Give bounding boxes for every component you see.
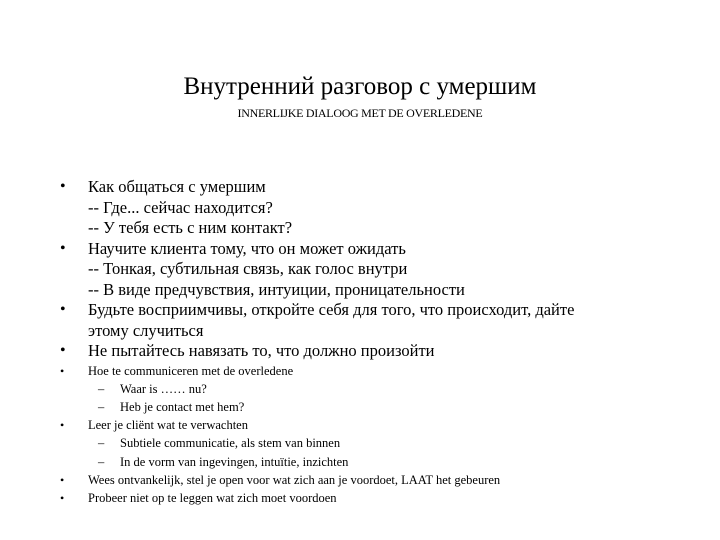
ru-item-2-line-2: -- Тонкая, субтильная связь, как голос внутри [88,259,408,278]
bullet-icon: • [60,301,66,318]
bullet-icon: • [60,363,65,378]
bullet-icon: • [60,342,66,359]
ru-item-1-line-3: -- У тебя есть с ним контакт? [88,218,293,237]
nl-item-2-sub-2 [60,453,700,471]
bullet-icon: • [60,178,66,195]
ru-item-1-line-2: -- Где... сейчас находится? [88,197,273,217]
nl-item-1-sub-2 [60,398,700,416]
bullet-list [60,177,700,507]
nl-item-1-sub-2-text: Heb je contact met hem? [120,399,245,414]
ru-item-2-line-3: -- В виде предчувствия, интуиции, проницательности [88,279,465,299]
nl-item-4 [60,489,700,507]
nl-item-1-sub-1-text: Waar is …… nu? [120,381,207,396]
nl-item-2 [60,416,700,434]
bullet-icon: • [60,418,65,433]
dash-icon: – [98,436,105,451]
dash-icon: – [98,381,105,396]
bullet-icon: • [60,490,65,505]
nl-item-1-sub-1 [60,380,700,398]
nl-item-2-sub-1 [60,434,700,452]
nl-item-2-text: Leer je cliënt wat te verwachten [88,418,248,433]
nl-item-2-sub-2-text: In de vorm van ingevingen, intuïtie, inzichten [120,454,349,469]
bullet-icon: • [60,472,65,487]
dash-icon: – [98,399,105,414]
nl-item-3-text: Wees ontvankelijk, stel je open voor wat zich aan je voordoet, LAAT het gebeuren [88,472,501,487]
ru-item-1 [60,177,700,239]
ru-item-3 [60,300,700,341]
nl-item-1 [60,362,700,380]
nl-item-4-text: Probeer niet op te leggen wat zich moet voordoen [88,490,337,505]
ru-item-4 [60,341,700,362]
bullet-icon: • [60,239,66,257]
ru-item-3-line-1: Будьте восприимчивы, откройте себя для того, что происходит, дайте [88,300,575,319]
ru-item-2 [60,239,700,301]
slide-title: Внутренний разговор с умершим [183,73,537,100]
ru-item-4-line-1: Не пытайтесь навязать то, что должно произойти [88,341,435,360]
slide-subtitle: INNERLIJKE DIALOOG MET DE OVERLEDENE [237,106,483,120]
ru-item-2-line-1: Научите клиента тому, что он может ожидать [88,238,406,258]
nl-item-1-text: Hoe te communiceren met de overledene [88,363,294,378]
nl-item-3 [60,471,700,489]
ru-item-1-line-1: Как общаться с умершим [88,177,266,196]
dash-icon: – [98,454,105,469]
nl-item-2-sub-1-text: Subtiele communicatie, als stem van binnen [120,436,341,451]
ru-item-3-line-2: этому случиться [88,320,204,340]
